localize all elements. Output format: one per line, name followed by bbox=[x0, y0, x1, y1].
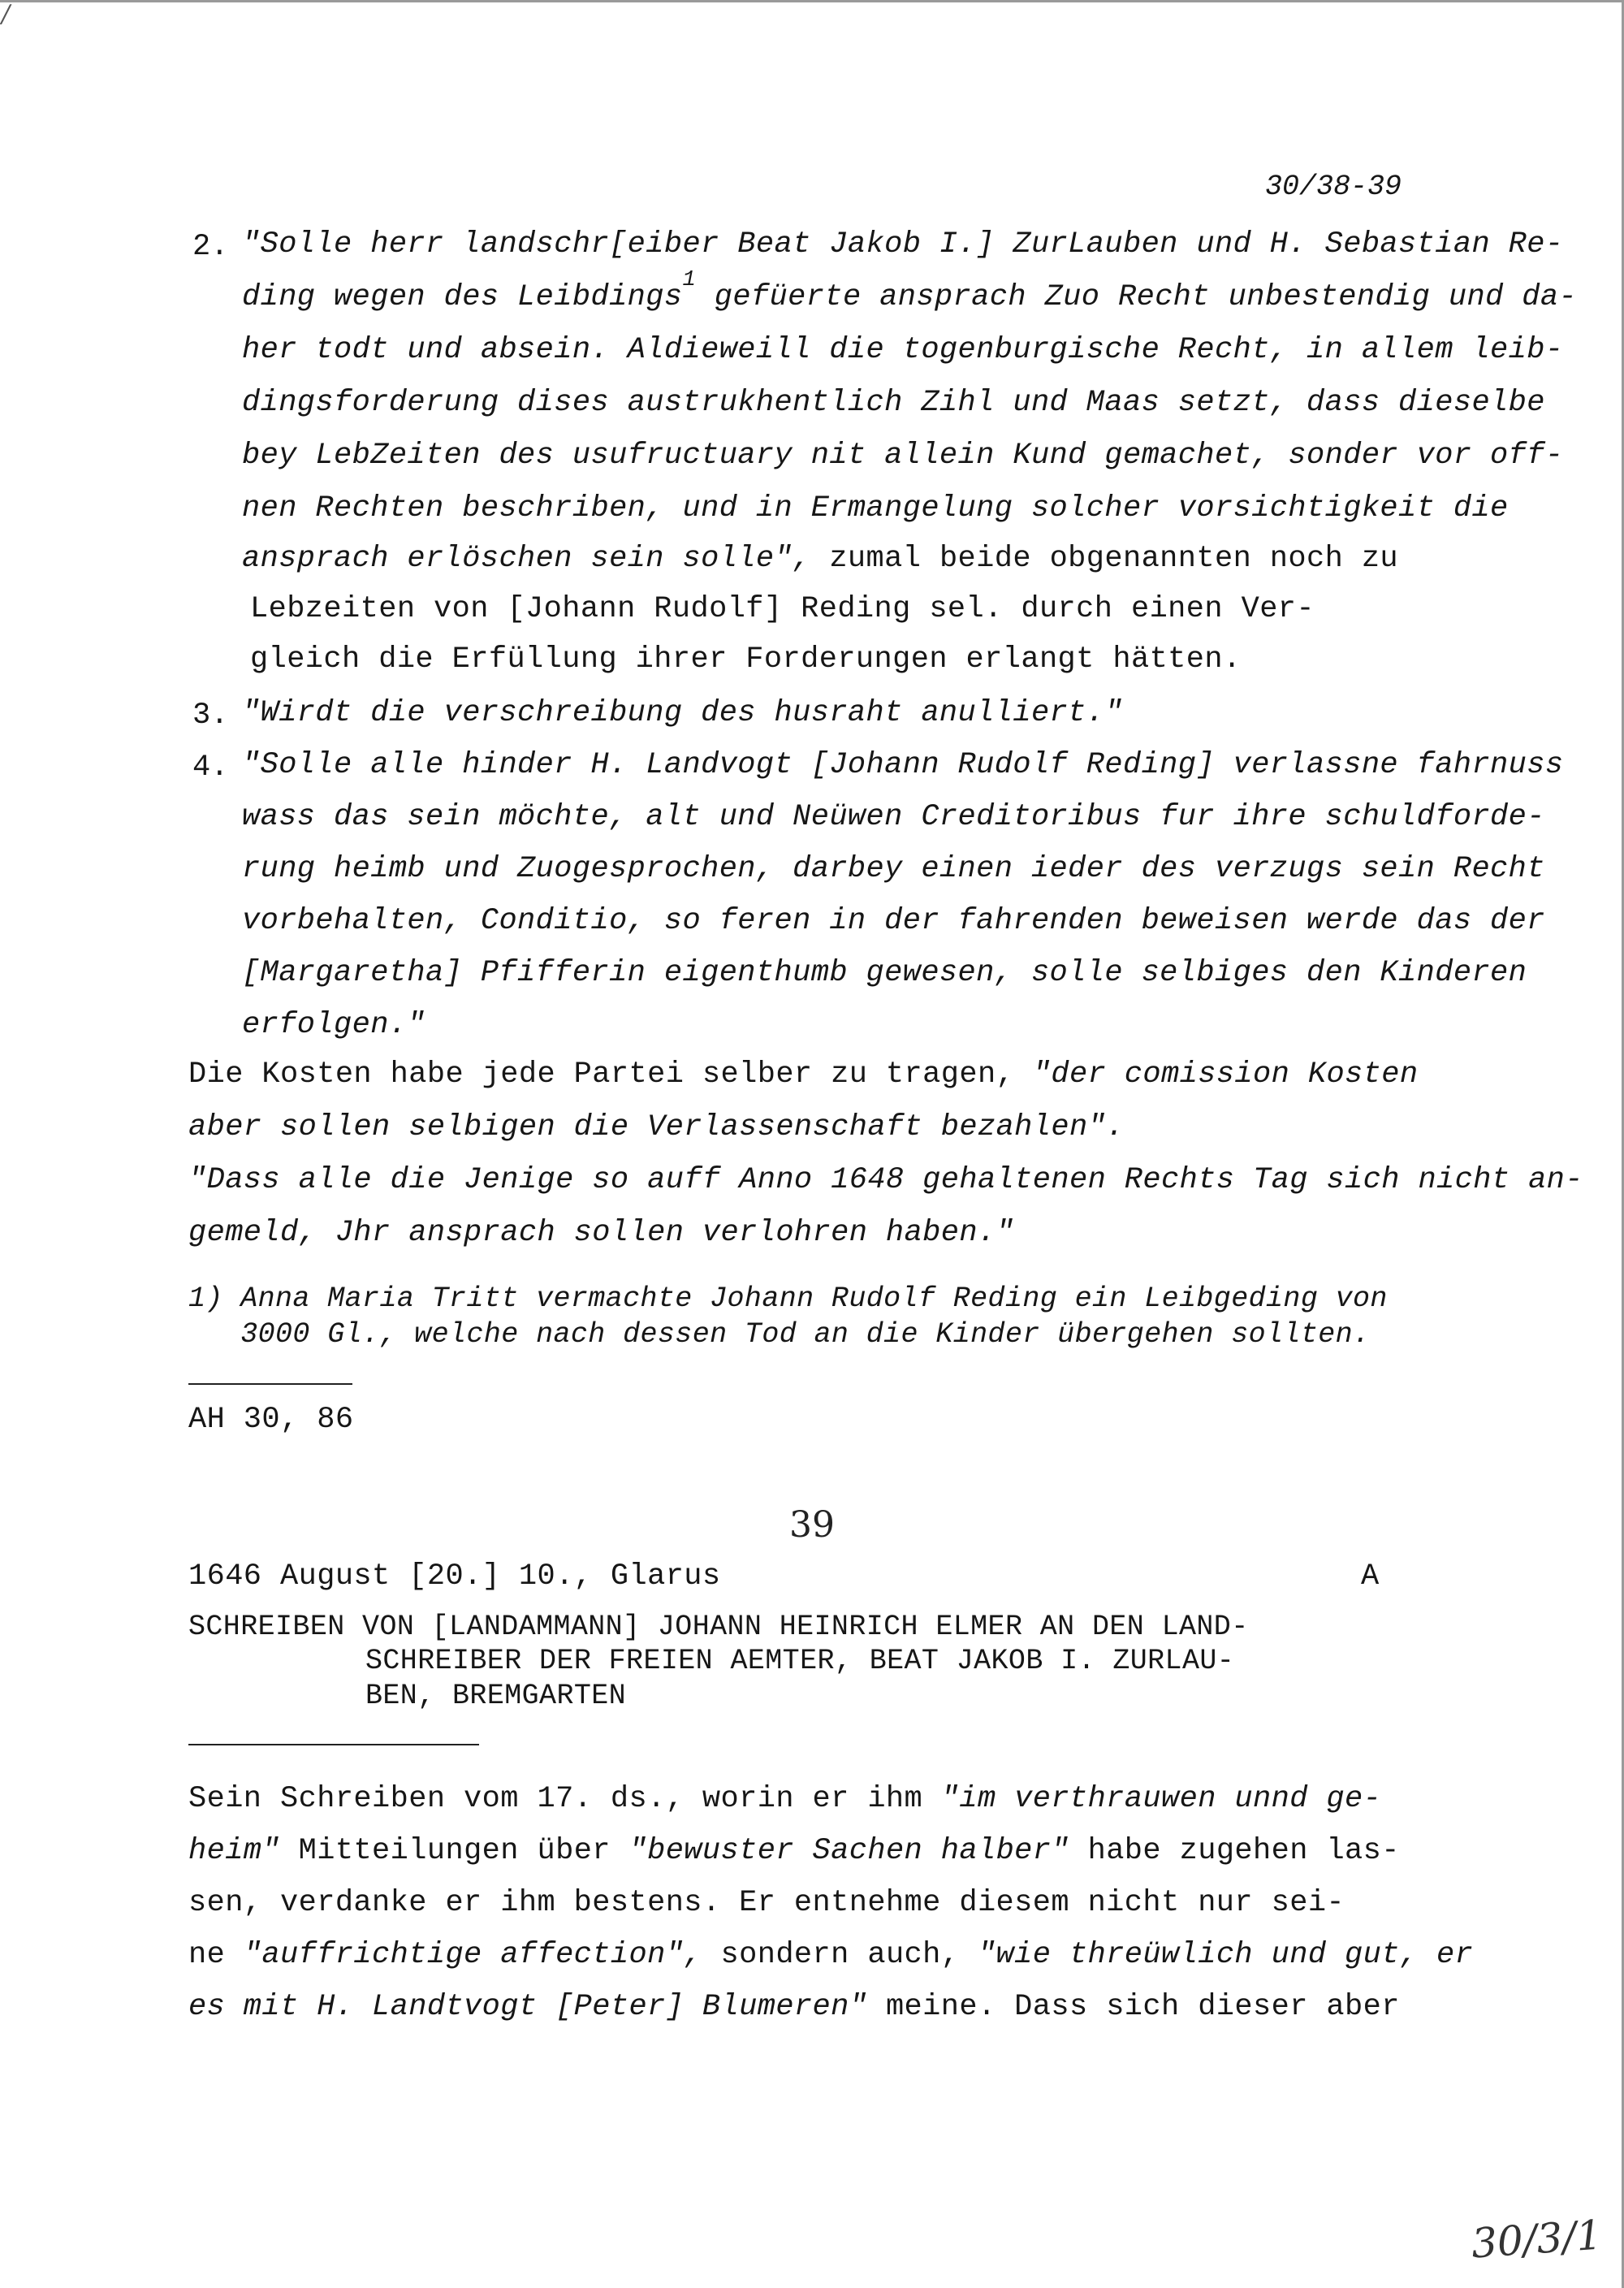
text-line bbox=[242, 268, 1578, 314]
text-line bbox=[188, 1057, 1419, 1092]
text-segment: sondern auch, bbox=[702, 1938, 978, 1972]
footnote-line bbox=[188, 1282, 1388, 1315]
text-line bbox=[242, 335, 1563, 365]
text-segment: gleich die Erfüllung ihrer Forderungen erlangt hätten. bbox=[250, 642, 1242, 677]
text-segment: wass das sein möchte, alt und Neüwen Creditoribus fur ihre schuldforde- bbox=[242, 800, 1545, 834]
text-segment: [Margaretha] Pfifferin eigenthumb gewesen, solle selbiges den Kinderen bbox=[242, 956, 1527, 990]
text-segment: rung heimb und Zuogesprochen, darbey einen ieder des verzugs sein Recht bbox=[242, 852, 1545, 886]
document-heading-line: SCHREIBEN VON [LANDAMMANN] JOHANN HEINRICH ELMER AN DEN LAND- bbox=[188, 1611, 1249, 1643]
text-segment: gefüerte ansprach Zuo Recht unbestendig und da- bbox=[696, 280, 1578, 314]
text-segment: dingsforderung dises austrukhentlich Zihl und Maas setzt, dass dieselbe bbox=[242, 386, 1545, 420]
text-segment: "auffrichtige affection", bbox=[243, 1938, 702, 1972]
text-line bbox=[188, 1218, 1014, 1248]
text-segment: "Solle alle hinder H. Landvogt [Johann Rudolf Reding] verlassne fahrnuss bbox=[242, 748, 1564, 782]
text-segment: "Wirdt die verschreibung des husraht anulliert." bbox=[242, 696, 1123, 730]
corner-mark: / bbox=[2, 0, 11, 28]
footnote-marker: 1 bbox=[682, 268, 697, 292]
text-line bbox=[242, 696, 1123, 730]
text-line bbox=[242, 958, 1527, 988]
text-segment: "Dass alle die Jenige so auff Anno 1648 gehaltenen Rechts Tag sich nicht an- bbox=[188, 1163, 1583, 1197]
handwritten-page-number: 30/3/1 bbox=[1470, 2211, 1604, 2268]
document-heading-line: BEN, BREMGARTEN bbox=[365, 1680, 627, 1712]
text-segment: gemeld, Jhr ansprach sollen verlohren haben." bbox=[188, 1216, 1015, 1250]
text-segment: "Solle herr landschr[eiber Beat Jakob I.] ZurLauben und H. Sebastian Re- bbox=[242, 227, 1564, 262]
text-segment: Sein Schreiben vom 17. ds., worin er ihm bbox=[188, 1782, 941, 1816]
text-segment: Lebzeiten von [Johann Rudolf] Reding sel. durch einen Ver- bbox=[250, 592, 1315, 626]
text-line bbox=[188, 1784, 1381, 1814]
archive-number: 30/38-39 bbox=[1265, 171, 1402, 203]
document-date-place: 1646 August [20.] 10., Glarus bbox=[188, 1559, 721, 1594]
text-segment: "wie threüwlich und gut, er bbox=[977, 1938, 1474, 1972]
text-line bbox=[242, 906, 1545, 936]
heading-rule bbox=[188, 1744, 479, 1745]
text-segment: ne bbox=[188, 1938, 244, 1972]
text-line bbox=[188, 1163, 1583, 1197]
text-segment: "der comission Kosten bbox=[1032, 1057, 1419, 1092]
text-segment: bey LebZeiten des usufructuary nit allein Kund gemachet, sonder vor off- bbox=[242, 439, 1564, 473]
text-segment: zumal beide obgenannten noch zu bbox=[810, 542, 1399, 576]
text-segment: sen, verdanke er ihm bestens. Er entnehme diesem nicht nur sei- bbox=[188, 1886, 1345, 1920]
text-segment: heim" bbox=[188, 1834, 281, 1868]
text-segment: es mit H. Landtvogt [Peter] Blumeren" bbox=[188, 1990, 868, 2024]
text-segment: "im verthrauwen unnd ge- bbox=[940, 1782, 1382, 1816]
text-segment: vorbehalten, Conditio, so feren in der fahrenden beweisen werde das der bbox=[242, 904, 1545, 938]
text-segment: erfolgen." bbox=[242, 1008, 426, 1042]
source-reference: AH 30, 86 bbox=[188, 1403, 354, 1437]
text-segment: habe zugehen las- bbox=[1069, 1834, 1400, 1868]
item-number: 3. bbox=[192, 699, 229, 733]
text-line bbox=[242, 802, 1545, 833]
text-segment: 1) Anna Maria Tritt vermachte Johann Rudolf Reding ein Leibgeding von bbox=[188, 1282, 1388, 1315]
text-segment: ansprach erlöschen sein solle", bbox=[242, 542, 811, 576]
text-segment: her todt und absein. Aldieweill die togenburgische Recht, in allem leib- bbox=[242, 333, 1564, 367]
text-segment: aber sollen selbigen die Verlassenschaft bezahlen". bbox=[188, 1110, 1125, 1144]
text-segment: Mitteilungen über bbox=[280, 1834, 629, 1868]
text-line bbox=[242, 491, 1509, 526]
text-line bbox=[188, 1836, 1400, 1866]
text-line bbox=[242, 227, 1564, 262]
document-heading-line: SCHREIBER DER FREIEN AEMTER, BEAT JAKOB I. ZURLAU- bbox=[365, 1645, 1235, 1677]
text-line bbox=[188, 1888, 1345, 1918]
footnote-line bbox=[188, 1318, 1371, 1351]
page-edge-top bbox=[0, 0, 1624, 2]
text-segment: ding wegen des Leibdings bbox=[242, 280, 683, 314]
text-line bbox=[242, 750, 1563, 781]
text-line bbox=[188, 1940, 1473, 1970]
text-segment: "bewuster Sachen halber" bbox=[628, 1834, 1069, 1868]
text-line bbox=[250, 592, 1315, 626]
text-line bbox=[242, 1010, 425, 1040]
text-segment: meine. Dass sich dieser aber bbox=[867, 1990, 1400, 2024]
text-line bbox=[188, 1110, 1125, 1144]
text-line bbox=[242, 544, 1398, 574]
text-segment: Die Kosten habe jede Partei selber zu tragen, bbox=[188, 1057, 1033, 1092]
text-line bbox=[242, 388, 1545, 418]
item-number: 2. bbox=[192, 230, 229, 264]
text-segment: nen Rechten beschriben, und in Ermangelung solcher vorsichtigkeit die bbox=[242, 491, 1509, 526]
document-number: 39 bbox=[789, 1504, 835, 1546]
text-line bbox=[188, 1992, 1400, 2022]
text-line bbox=[242, 441, 1563, 471]
footnote-rule bbox=[188, 1383, 352, 1385]
document-grade: A bbox=[1361, 1559, 1380, 1594]
item-number: 4. bbox=[192, 750, 229, 785]
text-line bbox=[250, 642, 1242, 677]
text-segment: 3000 Gl., welche nach dessen Tod an die Kinder übergehen sollten. bbox=[188, 1318, 1371, 1351]
text-line bbox=[242, 854, 1545, 884]
